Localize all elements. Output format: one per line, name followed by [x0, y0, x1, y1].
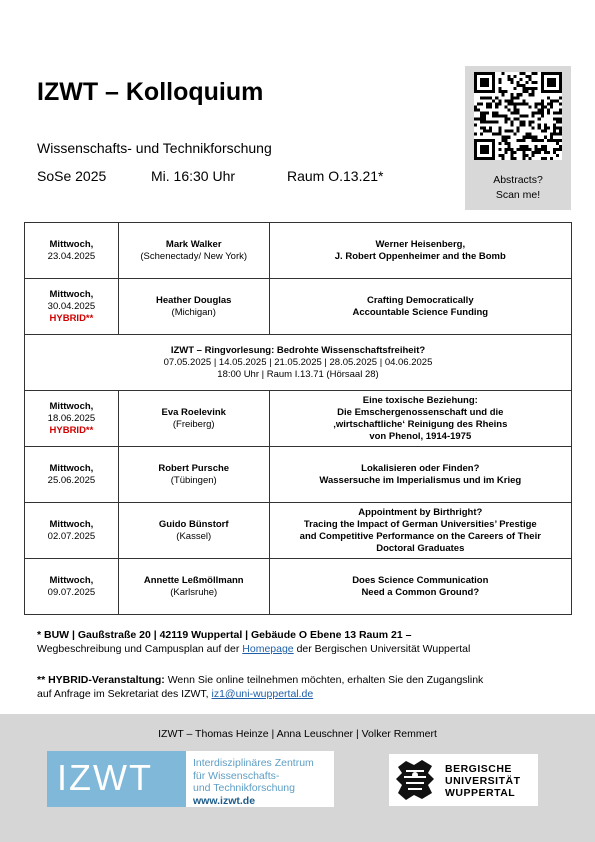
speaker-cell: Mark Walker (Schenectady/ New York) [118, 223, 269, 279]
talk-cell: Appointment by Birthright? Tracing the Impact of German Universities’ Prestige and Competitive Performance on the Careers of Their Doctoral Graduates [269, 503, 571, 559]
izwt-logo-block [47, 751, 186, 807]
note-hybrid: ** HYBRID-Veranstaltung: Wenn Sie online teilnehmen möchten, erhalten Sie den Zugangslink auf Anfrage im Sekretariat des IZWT, iz1@uni-wuppertal.de [37, 674, 484, 700]
speaker-cell: Annette Leßmöllmann (Karlsruhe) [118, 559, 269, 615]
lecture-series-row [25, 335, 572, 391]
table-row [25, 559, 572, 615]
date-cell: Mittwoch, 02.07.2025 [25, 503, 119, 559]
semester: SoSe 2025 [37, 168, 107, 184]
footer [0, 714, 595, 842]
talk-cell: Werner Heisenberg, J. Robert Oppenheimer and the Bomb [269, 223, 571, 279]
date-cell: Mittwoch, 18.06.2025 HYBRID** [25, 391, 119, 447]
homepage-link[interactable]: Homepage [242, 643, 294, 655]
buw-logo-text: BERGISCHE UNIVERSITÄT WUPPERTAL [445, 763, 521, 799]
talk-cell: Eine toxische Beziehung: Die Emschergenossenschaft und die ‚wirtschaftliche‘ Reinigung des Rheins von Phenol, 1914-1975 [269, 391, 571, 447]
footer-people: IZWT – Thomas Heinze | Anna Leuschner | Volker Remmert [158, 728, 437, 740]
page-title: IZWT – Kolloquium [37, 78, 264, 106]
qr-caption-line1: Abstracts? [493, 174, 543, 186]
date-cell: Mittwoch, 30.04.2025 HYBRID** [25, 279, 119, 335]
date-cell: Mittwoch, 25.06.2025 [25, 447, 119, 503]
qr-caption-line2: Scan me! [495, 189, 541, 201]
hybrid-badge: HYBRID** [49, 312, 94, 324]
table-row [25, 447, 572, 503]
table-row [25, 223, 572, 279]
qr-code-icon[interactable] [474, 72, 562, 160]
speaker-cell: Eva Roelevink (Freiberg) [118, 391, 269, 447]
table-row [25, 279, 572, 335]
date-cell: Mittwoch, 23.04.2025 [25, 223, 119, 279]
buw-logo[interactable] [389, 754, 538, 806]
schedule-table [24, 222, 572, 615]
speaker-cell: Guido Bünstorf (Kassel) [118, 503, 269, 559]
room: Raum O.13.21* [287, 168, 384, 184]
talk-cell: Does Science Communication Need a Common Ground? [269, 559, 571, 615]
table-row [25, 503, 572, 559]
izwt-logo-letters: IZWT [57, 757, 153, 798]
lion-seal-icon [392, 757, 438, 803]
izwt-logo-text: Interdisziplinäres Zentrum für Wissenschafts- und Technikforschung www.izwt.de [193, 757, 314, 807]
izwt-logo[interactable] [47, 751, 334, 807]
qr-panel[interactable] [465, 66, 571, 210]
date-cell: Mittwoch, 09.07.2025 [25, 559, 119, 615]
talk-cell: Lokalisieren oder Finden? Wassersuche im Imperialismus und im Krieg [269, 447, 571, 503]
time: Mi. 16:30 Uhr [151, 168, 236, 184]
email-link[interactable]: iz1@uni-wuppertal.de [211, 688, 314, 700]
hybrid-badge: HYBRID** [49, 424, 94, 436]
speaker-cell: Robert Pursche (Tübingen) [118, 447, 269, 503]
table-row [25, 391, 572, 447]
speaker-cell: Heather Douglas (Michigan) [118, 279, 269, 335]
note-venue: * BUW | Gaußstraße 20 | 42119 Wuppertal | Gebäude O Ebene 13 Raum 21 – Wegbeschreibung und Campusplan auf der Homepage der Bergischen Universität Wuppertal [37, 629, 471, 655]
talk-cell: Crafting Democratically Accountable Science Funding [269, 279, 571, 335]
lecture-series-cell: IZWT – Ringvorlesung: Bedrohte Wissenschaftsfreiheit? 07.05.2025 | 14.05.2025 | 21.05.2025 | 28.05.2025 | 04.06.2025 18:00 Uhr | Raum I.13.71 (Hörsaal 28) [25, 335, 572, 391]
subtitle: Wissenschafts- und Technikforschung [37, 140, 272, 156]
